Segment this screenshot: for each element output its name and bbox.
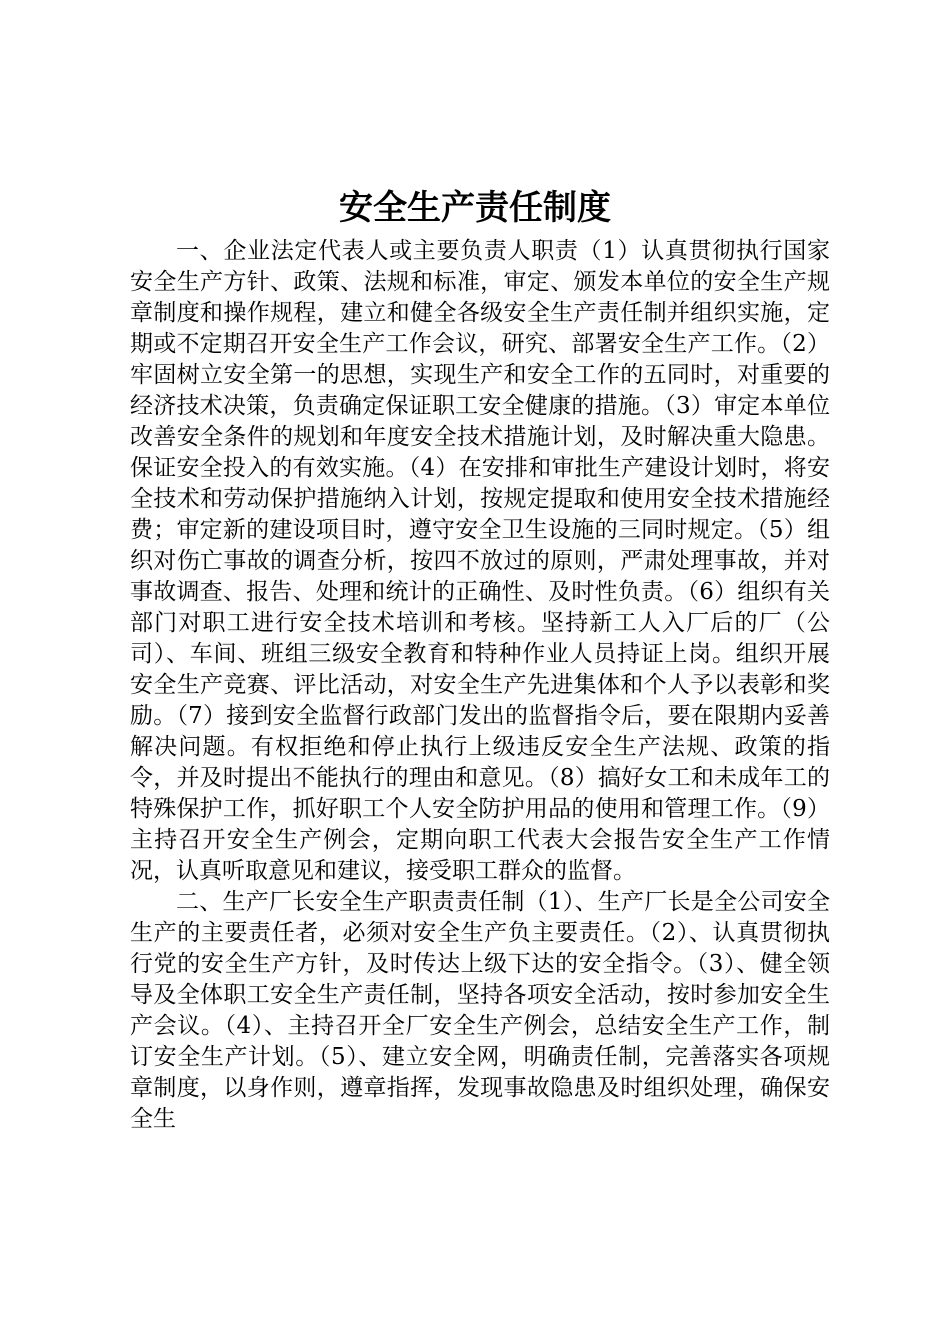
- document-body: [130, 236, 830, 1135]
- document-title: 安全生产责任制度: [339, 188, 611, 228]
- paragraph-2: 二、生产厂长安全生产职责责任制（1）、生产厂长是全公司安全生产的主要责任者，必须对安全生产负主要责任。（2）、认真贯彻执行党的安全生产方针，及时传达上级下达的安全指令。（3）、健全领导及全体职工安全生产责任制，坚持各项安全活动，按时参加安全生产会议。（4）、主持召开全厂安全生产例会，总结安全生产工作，制订安全生产计划。（5）、建立安全网，明确责任制，完善落实各项规章制度，以身作则，遵章指挥，发现事故隐患及时组织处理，确保安全生: [130, 889, 830, 1132]
- paragraph-1: 一、企业法定代表人或主要负责人职责（1）认真贯彻执行国家安全生产方针、政策、法规和标准，审定、颁发本单位的安全生产规章制度和操作规程，建立和健全各级安全生产责任制并组织实施，定期或不定期召开安全生产工作会议，研究、部署安全生产工作。（2）牢固树立安全第一的思想，实现生产和安全工作的五同时，对重要的经济技术决策，负责确定保证职工安全健康的措施。（3）审定本单位改善安全条件的规划和年度安全技术措施计划，及时解决重大隐患。保证安全投入的有效实施。（4）在安排和审批生产建设计划时，将安全技术和劳动保护措施纳入计划，按规定提取和使用安全技术措施经费；审定新的建设项目时，遵守安全卫生设施的三同时规定。（5）组织对伤亡事故的调查分析，按四不放过的原则，严肃处理事故，并对事故调查、报告、处理和统计的正确性、及时性负责。（6）组织有关部门对职工进行安全技术培训和考核。坚持新工人入厂后的厂（公司）、车间、班组三级安全教育和特种作业人员持证上岗。组织开展安全生产竞赛、评比活动，对安全生产先进集体和个人予以表彰和奖励。（7）接到安全监督行政部门发出的监督指令后，要在限期内妥善解决问题。有权拒绝和停止执行上级违反安全生产法规、政策的指令，并及时提出不能执行的理由和意见。（8）搞好女工和未成年工的特殊保护工作，抓好职工个人安全防护用品的使用和管理工作。（9）主持召开安全生产例会，定期向职工代表大会报告安全生产工作情况，认真听取意见和建议，接受职工群众的监督。: [130, 238, 830, 884]
